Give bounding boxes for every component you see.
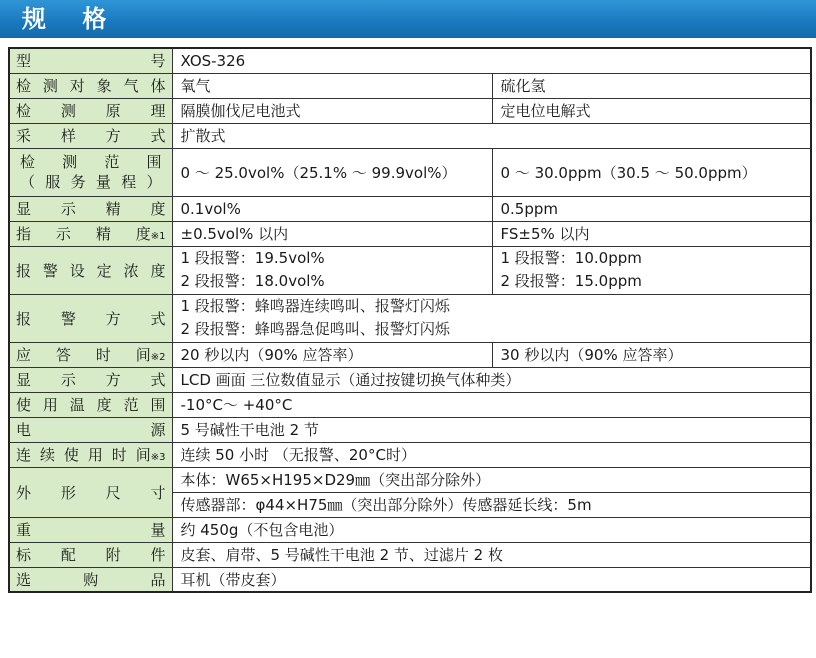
value-range-oxygen: 0 ～ 25.0vol%（25.1% ～ 99.9vol%） — [172, 148, 492, 196]
label-char: 示 — [60, 371, 76, 389]
label-char: 务 — [70, 173, 86, 191]
label-char: 程 — [121, 173, 137, 191]
label-char: 警 — [60, 309, 76, 328]
row-range — [9, 148, 811, 196]
label-indication-precision — [9, 221, 172, 246]
label-char: 精 — [95, 225, 111, 243]
spec-header-bar — [0, 0, 816, 38]
value-gas-h2s: 硫化氢 — [492, 73, 811, 98]
value-options: 耳机（带皮套） — [172, 567, 811, 592]
row-response-time — [9, 342, 811, 367]
row-dimensions-1 — [9, 467, 811, 492]
label-char: 时 — [95, 346, 111, 364]
value-response-time-oxygen: 20 秒以内（90% 应答率） — [172, 342, 492, 367]
footnote-mark: ※3 — [150, 452, 166, 463]
value-alarm-setting-oxygen — [172, 246, 492, 294]
row-alarm-method — [9, 294, 811, 342]
label-char: 测 — [60, 102, 76, 120]
label-char: 示 — [55, 225, 71, 243]
label-display-precision — [9, 196, 172, 221]
label-char: 使 — [16, 396, 32, 414]
label-char: 答 — [55, 346, 71, 364]
label-char: 件 — [150, 546, 166, 564]
label-char: 外 — [16, 483, 32, 502]
row-options — [9, 567, 811, 592]
value-power: 5 号碱性干电池 2 节 — [172, 417, 811, 442]
label-char: 度 — [150, 261, 166, 280]
alarm-method-line: 2 段报警：蜂鸣器急促鸣叫、报警灯闪烁 — [180, 320, 450, 338]
label-sampling — [9, 123, 172, 148]
label-char: 度※1 — [135, 225, 166, 243]
label-char: 报 — [16, 261, 32, 280]
label-char: 重 — [16, 521, 32, 539]
label-char: 方 — [105, 127, 121, 145]
label-power — [9, 417, 172, 442]
label-char: 配 — [60, 546, 76, 564]
label-char: 选 — [16, 570, 32, 589]
value-indication-precision-h2s: FS±5% 以内 — [492, 221, 811, 246]
row-power — [9, 417, 811, 442]
label-weight — [9, 517, 172, 542]
label-char: 品 — [150, 570, 166, 589]
row-alarm-setting — [9, 246, 811, 294]
row-weight — [9, 517, 811, 542]
label-char: 连 — [16, 446, 32, 464]
label-options — [9, 567, 172, 592]
value-range-h2s: 0 ～ 30.0ppm（30.5 ～ 50.0ppm） — [492, 148, 811, 196]
value-display-precision-oxygen: 0.1vol% — [172, 196, 492, 221]
label-char: 度 — [150, 200, 166, 218]
label-display-method — [9, 367, 172, 392]
label-char: 体 — [150, 77, 166, 95]
footnote-mark: ※1 — [150, 231, 166, 242]
label-char: 温 — [69, 396, 85, 414]
label-char: 用 — [42, 396, 58, 414]
label-char: 应 — [16, 346, 32, 364]
label-response-time — [9, 342, 172, 367]
label-char: 浓 — [123, 261, 139, 280]
row-continuous — [9, 442, 811, 467]
row-accessories — [9, 542, 811, 567]
label-char: 式 — [150, 127, 166, 145]
label-char: 围 — [146, 153, 162, 171]
row-principle — [9, 98, 811, 123]
value-temperature: -10°C～ +40°C — [172, 392, 811, 417]
section-title: 规 格 — [22, 5, 121, 33]
value-indication-precision-oxygen: ±0.5vol% 以内 — [172, 221, 492, 246]
label-char: 对 — [69, 77, 85, 95]
label-char: 电 — [16, 421, 32, 439]
value-accessories: 皮套、肩带、5 号碱性干电池 2 节、过滤片 2 枚 — [172, 542, 811, 567]
footnote-mark: ※2 — [150, 352, 166, 363]
label-char: 源 — [150, 421, 166, 439]
label-char: 型 — [16, 52, 32, 71]
row-gas — [9, 73, 811, 98]
label-char: 报 — [16, 309, 32, 328]
alarm-setting-h2s-line: 2 段报警：15.0ppm — [500, 272, 642, 290]
label-char: 续 — [39, 446, 55, 464]
value-gas-oxygen: 氧气 — [172, 73, 492, 98]
label-char: 采 — [16, 127, 32, 145]
label-char: 测 — [62, 153, 78, 171]
label-alarm-setting — [9, 246, 172, 294]
alarm-setting-oxygen-line: 1 段报警：19.5vol% — [180, 249, 325, 267]
label-char: 显 — [16, 371, 32, 389]
label-char: 设 — [69, 261, 85, 280]
label-char: 指 — [16, 225, 32, 243]
value-alarm-setting-h2s — [492, 246, 811, 294]
row-sampling — [9, 123, 811, 148]
label-char: 理 — [150, 102, 166, 120]
label-char: 式 — [150, 309, 166, 328]
row-model — [9, 48, 811, 73]
label-char: 服 — [45, 173, 61, 191]
label-char: 间※3 — [135, 446, 166, 464]
label-char: 度 — [96, 396, 112, 414]
label-char: 间※2 — [135, 346, 166, 364]
label-char: 附 — [105, 546, 121, 564]
value-principle-oxygen: 隔膜伽伐尼电池式 — [172, 98, 492, 123]
label-char: 警 — [42, 261, 58, 280]
label-char: 形 — [60, 483, 76, 502]
label-char: 精 — [105, 200, 121, 218]
alarm-method-line: 1 段报警：蜂鸣器连续鸣叫、报警灯闪烁 — [180, 297, 450, 315]
label-char: 显 — [16, 200, 32, 218]
label-dimensions — [9, 467, 172, 517]
label-char: 式 — [150, 371, 166, 389]
label-char: 方 — [105, 371, 121, 389]
label-char: 方 — [105, 309, 121, 328]
alarm-setting-oxygen-line: 2 段报警：18.0vol% — [180, 272, 325, 290]
label-char: 用 — [87, 446, 103, 464]
label-char: 购 — [83, 570, 99, 589]
label-char: 范 — [104, 153, 120, 171]
value-principle-h2s: 定电位电解式 — [492, 98, 811, 123]
label-char: 象 — [96, 77, 112, 95]
label-char: 定 — [96, 261, 112, 280]
label-char: 尺 — [105, 483, 121, 502]
label-char: 时 — [111, 446, 127, 464]
row-display-method — [9, 367, 811, 392]
value-dimensions-body: 本体：W65×H195×D29㎜（突出部分除外） — [172, 467, 811, 492]
label-accessories — [9, 542, 172, 567]
value-display-method: LCD 画面 三位数值显示（通过按键切换气体种类） — [172, 367, 811, 392]
label-range — [9, 148, 172, 196]
label-principle — [9, 98, 172, 123]
label-char: 量 — [95, 173, 111, 191]
label-char: 寸 — [150, 483, 166, 502]
label-continuous — [9, 442, 172, 467]
row-display-precision — [9, 196, 811, 221]
value-weight: 约 450g（不包含电池） — [172, 517, 811, 542]
value-model: XOS-326 — [172, 48, 811, 73]
label-char: 范 — [123, 396, 139, 414]
label-char: 围 — [150, 396, 166, 414]
row-indication-precision — [9, 221, 811, 246]
label-char: 样 — [60, 127, 76, 145]
spec-table — [8, 47, 812, 593]
label-char: 示 — [60, 200, 76, 218]
label-char: 量 — [150, 521, 166, 539]
label-alarm-method — [9, 294, 172, 342]
value-continuous: 连续 50 小时 （无报警、20°C时） — [172, 442, 811, 467]
label-char: 检 — [16, 77, 32, 95]
label-char: 气 — [123, 77, 139, 95]
label-char: 使 — [63, 446, 79, 464]
label-model — [9, 48, 172, 73]
label-char: 号 — [150, 52, 166, 71]
value-alarm-method — [172, 294, 811, 342]
value-response-time-h2s: 30 秒以内（90% 应答率） — [492, 342, 811, 367]
label-char: ） — [146, 173, 162, 191]
row-temperature — [9, 392, 811, 417]
value-display-precision-h2s: 0.5ppm — [492, 196, 811, 221]
label-char: 检 — [16, 102, 32, 120]
label-char: 原 — [105, 102, 121, 120]
value-dimensions-sensor: 传感器部：φ44×H75㎜（突出部分除外）传感器延长线：5m — [172, 492, 811, 517]
alarm-setting-h2s-line: 1 段报警：10.0ppm — [500, 249, 642, 267]
label-char: 检 — [20, 153, 36, 171]
label-char: 测 — [42, 77, 58, 95]
value-sampling: 扩散式 — [172, 123, 811, 148]
label-gas — [9, 73, 172, 98]
label-char: 标 — [16, 546, 32, 564]
label-temperature — [9, 392, 172, 417]
label-char: （ — [20, 173, 36, 191]
